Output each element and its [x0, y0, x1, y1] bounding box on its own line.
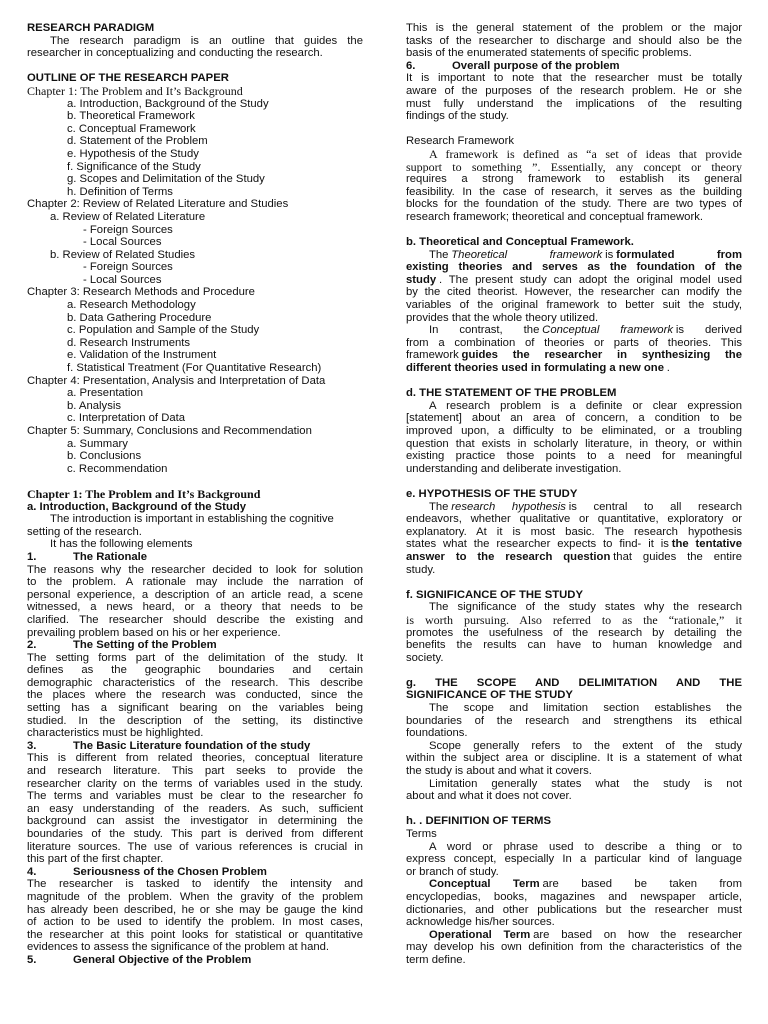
paragraph-gap	[406, 224, 742, 237]
text-line	[406, 349, 742, 362]
text-line: is worth pursuing. Also referred to as the “rationale,” it	[406, 613, 742, 627]
paragraph-gap	[406, 375, 742, 388]
text-line: setting of the research.	[27, 525, 142, 538]
text-segment: different theories used in formulating a new one	[406, 362, 664, 375]
text-segment: study	[406, 273, 437, 286]
text-line	[27, 954, 363, 967]
text-line: encyclopedias, books, magazines and newspaper article,	[406, 890, 742, 903]
text-line	[406, 249, 742, 262]
text-segment: Conceptual Term	[429, 878, 540, 891]
text-line	[406, 274, 742, 287]
text-line: benefits the results can have to human knowledge and	[406, 639, 742, 652]
item-number: 6.	[406, 59, 416, 72]
text-line: e. Hypothesis of the Study	[67, 147, 199, 160]
text-line: c. Recommendation	[67, 462, 168, 475]
text-line: a. Introduction, Background of the Study	[27, 500, 247, 513]
text-line: has already been described, he or she may be gauge the kind	[27, 903, 363, 916]
text-line: must fully understand the implications of the resulting	[406, 97, 742, 110]
item-heading: The Setting of the Problem	[73, 639, 217, 652]
item-heading: The Basic Literature foundation of the study	[73, 739, 311, 752]
text-line: a. Review of Related Literature	[50, 210, 206, 223]
text-line: explanatory. At it is most basic. The research hypothesis	[406, 525, 742, 538]
text-segment: is derived	[675, 324, 742, 337]
text-segment: . The present study can adopt the original model used	[438, 273, 742, 286]
text-line: endeavors, whether qualitative or quantitative, exploratory or	[406, 513, 742, 526]
text-line: requires a strong framework to establish its general	[406, 173, 742, 186]
text-line	[27, 866, 363, 879]
text-line: studied. In the description of the setting, its distinctive	[27, 714, 363, 727]
text-line	[406, 261, 742, 274]
text-line: f. Statistical Treatment (For Quantitative Research)	[67, 362, 322, 375]
text-line: - Foreign Sources	[83, 223, 173, 236]
text-segment: answer to the research question	[406, 550, 611, 563]
text-line: and research literature. This part seeks to provide the	[27, 765, 363, 778]
text-line: researcher clarity on the terms of variables used in the study.	[27, 777, 363, 790]
text-line: c. Population and Sample of the Study	[67, 324, 260, 337]
text-line: provides that the whole theory utilized.	[406, 311, 599, 324]
text-line: blocks for the foundation of the study. There are two types of	[406, 198, 742, 211]
paragraph-gap	[406, 803, 742, 816]
text-line: c. Conceptual Framework	[67, 122, 196, 135]
text-line: Chapter 1: The Problem and It’s Background	[27, 84, 243, 98]
text-line: existing practice those points to a need for meaningful	[406, 450, 742, 463]
text-segment: is central to all research	[568, 500, 742, 513]
text-line: personal experience, a description of an article read, a scene	[27, 588, 363, 601]
text-line: feasibility. In the case of research, it serves as the building	[406, 185, 742, 198]
text-line: b. Review of Related Studies	[50, 248, 196, 261]
text-line: The introduction is important in establishing the cognitive	[50, 513, 334, 526]
paragraph-gap	[406, 664, 742, 677]
text-line: the researcher at this point looks for statistical or quantitative	[27, 928, 363, 941]
text-segment: are based be taken from	[542, 878, 742, 891]
text-line: a. Introduction, Background of the Study	[67, 97, 269, 110]
paragraph-gap	[27, 475, 363, 488]
text-line: b. Theoretical Framework	[67, 110, 195, 123]
text-line	[27, 639, 363, 652]
text-line: evidences to assess the significance of the problem at hand.	[27, 941, 330, 954]
text-line: or branch of study.	[406, 865, 499, 878]
text-line: support to something ”. Essentially, any concept or theory	[406, 160, 742, 174]
text-line: Limitation generally states what the study is not	[429, 777, 742, 790]
item-number: 5.	[27, 953, 37, 966]
text-segment: Theoretical framework	[451, 248, 603, 261]
text-line: an easy understanding of the readers. As such, sufficient	[27, 802, 363, 815]
item-heading: Overall purpose of the problem	[452, 59, 620, 72]
text-segment: formulated from	[616, 248, 742, 261]
item-number: 1.	[27, 550, 37, 563]
text-line: The scope and limitation section establishes the	[429, 702, 742, 715]
text-line	[406, 362, 742, 375]
text-line: society.	[406, 651, 444, 664]
text-line: g. THE SCOPE AND DELIMITATION AND THE	[406, 676, 742, 689]
text-line: a. Presentation	[67, 387, 143, 400]
text-line: about and what it does not cover.	[406, 790, 572, 803]
text-line: d. Research Instruments	[67, 336, 191, 349]
text-line: b. Analysis	[67, 399, 122, 412]
text-line: within the subject area or discipline. It is a statement of what	[406, 752, 742, 765]
text-line: variables of the original framework to better suit the study,	[406, 299, 742, 312]
item-number: 2.	[27, 639, 37, 652]
text-line: The reasons why the researcher decided to look for solution	[27, 563, 363, 576]
text-segment: framework	[406, 349, 459, 362]
text-line: c. Interpretation of Data	[67, 412, 186, 425]
text-line: The researcher is tasked to identify the intensity and	[27, 878, 363, 891]
text-line: h. Definition of Terms	[67, 185, 173, 198]
paragraph-gap	[406, 475, 742, 488]
text-line	[27, 551, 363, 564]
text-line: b. Theoretical and Conceptual Framework.	[406, 236, 634, 249]
text-line: basis of the enumerated statements of specific problems.	[406, 47, 692, 60]
text-line: It is important to note that the researcher must be totally	[406, 72, 742, 85]
left-column	[27, 22, 363, 967]
text-line: The significance of the study states why the research	[429, 601, 742, 614]
text-segment: The	[429, 500, 449, 513]
text-line: acknowledge his/her sources.	[406, 916, 555, 929]
text-line: Chapter 2: Review of Related Literature and Studies	[27, 198, 289, 211]
text-segment: In contrast, the	[429, 324, 540, 337]
text-line: by the cited theorist. However, the researcher can modify the	[406, 286, 742, 299]
text-line: A framework is defined as “a set of ideas that provide	[429, 147, 742, 161]
text-line: This is the general statement of the problem or the major	[406, 22, 742, 34]
text-line: study.	[406, 563, 436, 576]
text-line: may develop his own definition from the characteristics of the	[406, 941, 742, 954]
text-line: express concept, especially In a particular kind of language	[406, 853, 742, 866]
text-line: e. Validation of the Instrument	[67, 349, 217, 362]
text-line: magnitude of the problem. When the gravity of the problem	[27, 890, 363, 903]
text-line	[406, 878, 742, 891]
text-line: SIGNIFICANCE OF THE STUDY	[406, 689, 573, 702]
text-line: g. Scopes and Delimitation of the Study	[67, 173, 265, 186]
text-line: to the problem. A rationale may include the narration of	[27, 576, 363, 589]
text-line: f. SIGNIFICANCE OF THE STUDY	[406, 588, 583, 601]
text-line: Terms	[406, 828, 437, 840]
text-line: This is different from related theories, conceptual literature	[27, 752, 363, 765]
text-line: Chapter 5: Summary, Conclusions and Recommendation	[27, 425, 312, 437]
text-segment: is	[605, 248, 614, 261]
item-heading: The Rationale	[73, 550, 148, 563]
text-line: background can assist the investigator in determining the	[27, 815, 363, 828]
text-segment: existing theories and serves as the foundation of the	[406, 261, 742, 274]
text-line: understanding and deliberate investigation.	[406, 462, 622, 475]
text-line	[406, 324, 742, 337]
text-line: h. . DEFINITION OF TERMS	[406, 815, 551, 828]
text-segment: the tentative	[671, 538, 742, 551]
text-line: the places where the research was conducted, since the	[27, 689, 363, 702]
text-line: Research Framework	[406, 135, 514, 148]
text-line: d. Statement of the Problem	[67, 135, 208, 148]
item-heading: Seriousness of the Chosen Problem	[73, 865, 267, 878]
text-line	[406, 501, 742, 514]
text-line	[406, 929, 742, 942]
text-line: Chapter 3: Research Methods and Procedure	[27, 286, 255, 299]
text-line: The terms and variables must be clear to the researcher fo	[27, 790, 363, 803]
text-line: researcher in conceptualizing and conducting the research.	[27, 47, 323, 60]
text-line: term define.	[406, 953, 466, 966]
text-segment: that guides the entire	[613, 550, 742, 563]
text-line: question that exists in scholarly literature, in theory, or within	[406, 437, 742, 450]
text-line: boundaries of the study. This part is derived from different	[27, 828, 363, 840]
text-line: Chapter 4: Presentation, Analysis and Interpretation of Data	[27, 374, 326, 387]
text-segment: guides the researcher in synthesizing the	[461, 349, 742, 362]
text-line: b. Data Gathering Procedure	[67, 311, 212, 324]
text-line: f. Significance of the Study	[67, 160, 201, 173]
text-segment: Operational Term	[429, 928, 531, 941]
text-line: dictionaries, and other publications but the researcher must	[406, 903, 742, 916]
text-line: d. THE STATEMENT OF THE PROBLEM	[406, 387, 617, 400]
text-line: The research paradigm is an outline that guides the	[50, 34, 363, 47]
text-line: Scope generally refers to the extent of the study	[429, 739, 742, 752]
text-line: of action to be used to identify the problem. In most cases,	[27, 916, 363, 929]
item-number: 3.	[27, 739, 37, 752]
text-line: RESEARCH PARADIGM	[27, 22, 155, 34]
text-line: e. HYPOTHESIS OF THE STUDY	[406, 487, 578, 500]
text-line: foundations.	[406, 727, 468, 740]
text-line: demographic characteristics of the research. This describe	[27, 676, 363, 689]
text-line: b. Conclusions	[67, 450, 142, 463]
text-line: aware of the purposes of the research problem. He or she	[406, 84, 742, 97]
text-line: A word or phrase used to describe a thing or to	[429, 840, 742, 853]
text-segment: research hypothesis	[451, 500, 566, 513]
text-line: - Foreign Sources	[83, 261, 173, 274]
text-line: literature sources. The use of various references is crucial in	[27, 840, 363, 853]
text-line: a. Research Methodology	[67, 299, 196, 312]
text-segment: Conceptual framework	[542, 324, 674, 337]
text-line: - Local Sources	[83, 236, 162, 249]
text-line: promotes the usefulness of the research by detailing the	[406, 626, 742, 639]
right-column	[406, 22, 742, 967]
text-line: characteristics must be highlighted.	[27, 727, 204, 740]
text-line: - Local Sources	[83, 273, 162, 286]
text-line: It has the following elements	[50, 538, 193, 551]
text-line: boundaries of the research and strengthens its ethical	[406, 714, 742, 727]
paragraph-gap	[406, 123, 742, 136]
text-segment: The	[429, 248, 449, 261]
text-segment: .	[666, 362, 670, 375]
text-segment: states what the researcher expects to find- it is	[406, 538, 669, 551]
text-line: research framework; theoretical and conceptual framework.	[406, 210, 703, 223]
text-line: [statement] about an area of concern, a condition to be	[406, 412, 742, 425]
item-heading: General Objective of the Problem	[73, 953, 252, 966]
paragraph-gap	[406, 576, 742, 589]
text-segment: are based on how the researcher	[533, 928, 742, 941]
text-line: A research problem is a definite or clear expression	[429, 399, 742, 412]
text-line: the study is about and what it covers.	[406, 765, 592, 778]
text-line: this part of the first chapter.	[27, 853, 164, 866]
text-line: prevailing problem based on his or her experience.	[27, 626, 281, 639]
text-line: defines as the geographic boundaries and certain	[27, 664, 363, 677]
text-line: Chapter 1: The Problem and It’s Background	[27, 487, 261, 501]
text-line: The setting forms part of the delimitation of the study. It	[27, 651, 363, 664]
text-line	[27, 740, 363, 753]
text-line	[406, 551, 742, 564]
text-line: clarified. The researcher should describe the existing and	[27, 613, 363, 626]
text-line: setting has a significant bearing on the variables being	[27, 702, 363, 715]
text-line: witnessed, a news heard, or a theory that needs to be	[27, 601, 363, 614]
text-line: OUTLINE OF THE RESEARCH PAPER	[27, 72, 229, 85]
paragraph-gap	[27, 60, 363, 73]
text-line: a. Summary	[67, 437, 128, 450]
text-line: findings of the study.	[406, 110, 509, 123]
text-line	[406, 538, 742, 551]
text-line: improved upon, a difficulty to be eliminated, or a troubling	[406, 425, 742, 437]
text-line: from a combination of theories or parts of theories. This	[406, 336, 742, 349]
text-line: tasks of the researcher to discharge and should also be the	[406, 34, 742, 47]
item-number: 4.	[27, 865, 37, 878]
text-line	[406, 60, 742, 73]
